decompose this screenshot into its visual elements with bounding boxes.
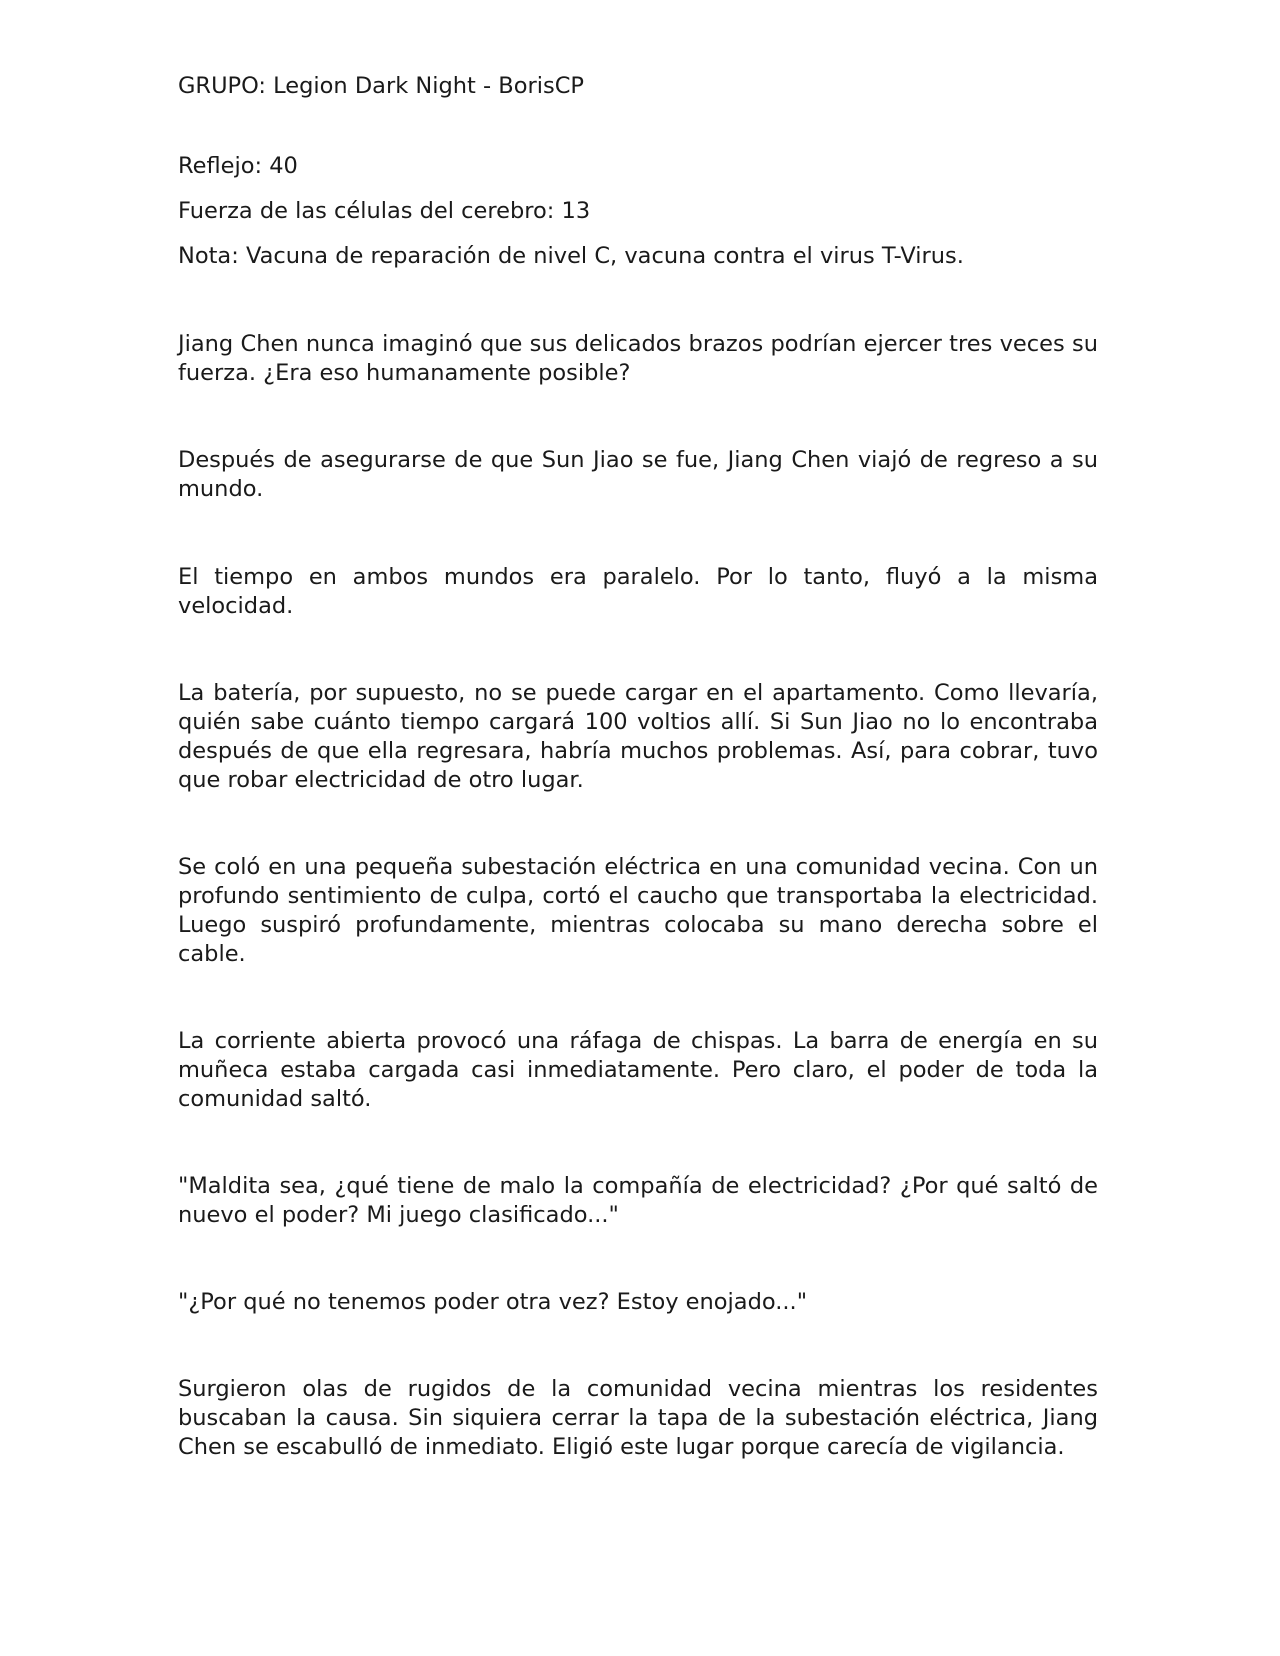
paragraph-5: Se coló en una pequeña subestación eléctrica en una comunidad vecina. Con un profundo sentimiento de culpa, cortó el caucho que transportaba la electricidad. Luego suspiró profundamente, mientras colocaba su mano derecha sobre el cable. xyxy=(178,854,1098,967)
paragraph-2: Después de asegurarse de que Sun Jiao se fue, Jiang Chen viajó de regreso a su mundo. xyxy=(178,447,1098,502)
paragraph-7: "Maldita sea, ¿qué tiene de malo la compañía de electricidad? ¿Por qué saltó de nuevo el poder? Mi juego clasificado..." xyxy=(178,1173,1098,1228)
reflex-stat: Reflejo: 40 xyxy=(178,153,298,179)
paragraph-6: La corriente abierta provocó una ráfaga de chispas. La barra de energía en su muñeca estaba cargada casi inmediatamente. Pero claro, el poder de toda la comunidad saltó. xyxy=(178,1028,1098,1112)
paragraph-3: El tiempo en ambos mundos era paralelo. Por lo tanto, fluyó a la misma velocidad. xyxy=(178,564,1098,619)
paragraph-9: Surgieron olas de rugidos de la comunidad vecina mientras los residentes buscaban la causa. Sin siquiera cerrar la tapa de la subestación eléctrica, Jiang Chen se escabulló de inmediato. Eligió este lugar porque carecía de vigilancia. xyxy=(178,1376,1098,1460)
brain-cells-stat: Fuerza de las células del cerebro: 13 xyxy=(178,198,591,224)
paragraph-8: "¿Por qué no tenemos poder otra vez? Estoy enojado..." xyxy=(178,1289,808,1315)
paragraph-1: Jiang Chen nunca imaginó que sus delicados brazos podrían ejercer tres veces su fuerza. ¿Era eso humanamente posible? xyxy=(178,331,1098,386)
paragraph-4: La batería, por supuesto, no se puede cargar en el apartamento. Como llevaría, quién sabe cuánto tiempo cargará 100 voltios allí. Si Sun Jiao no lo encontraba después de que ella regresara, habría muchos problemas. Así, para cobrar, tuvo que robar electricidad de otro lugar. xyxy=(178,680,1098,793)
note-line: Nota: Vacuna de reparación de nivel C, vacuna contra el virus T-Virus. xyxy=(178,243,964,269)
group-header: GRUPO: Legion Dark Night - BorisCP xyxy=(178,73,584,99)
